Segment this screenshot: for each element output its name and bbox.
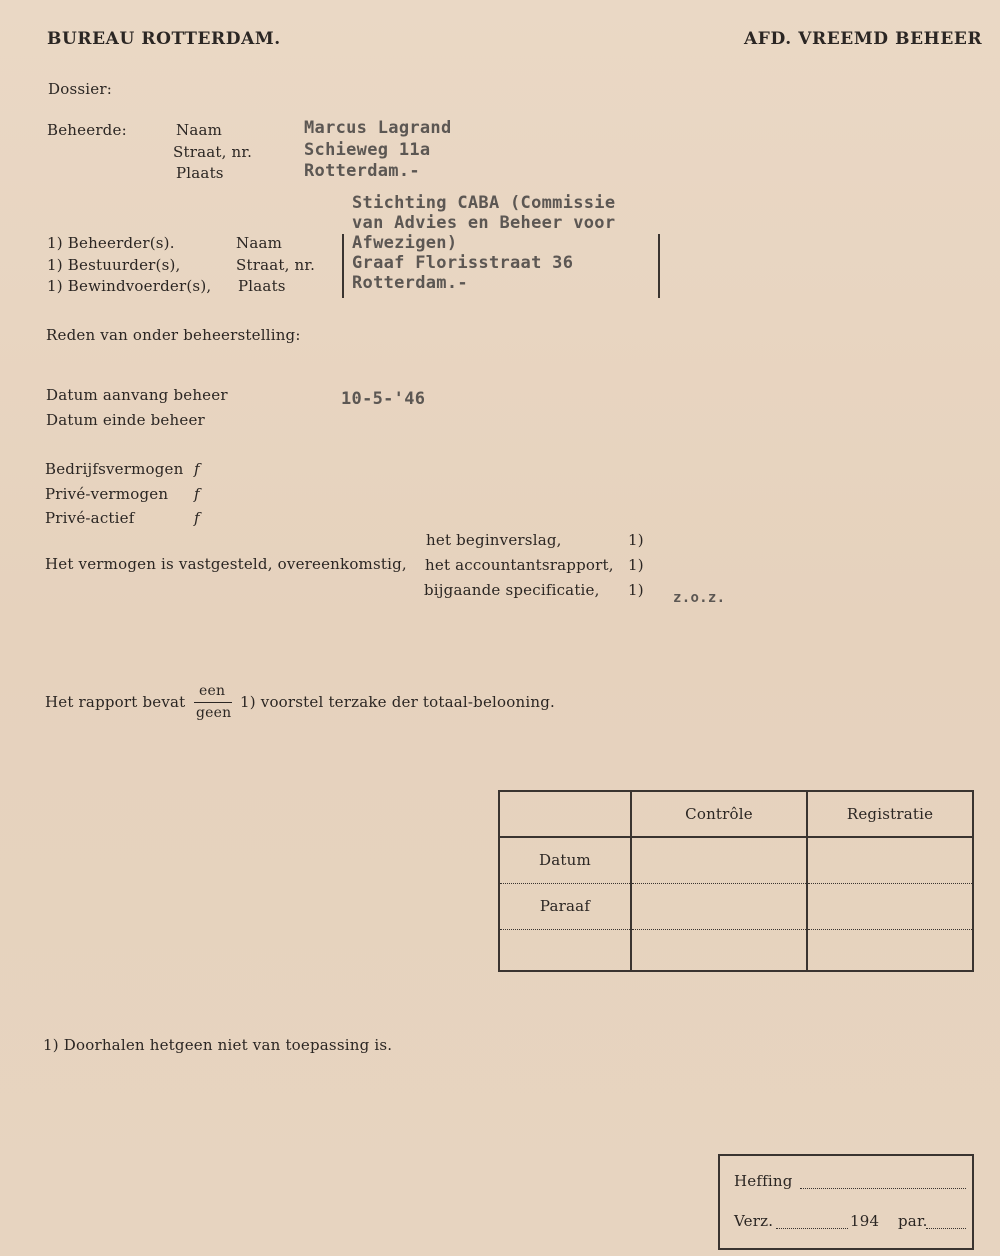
verz-year: 194 <box>850 1212 880 1230</box>
datum-einde-label: Datum einde beheer <box>46 411 205 429</box>
prive-actief-label: Privé-actief <box>45 509 135 527</box>
bedrijfsvermogen-currency: f <box>194 460 200 478</box>
table-cell-paraaf-controle[interactable] <box>631 883 807 929</box>
beheerder-field-plaats: Plaats <box>238 277 286 295</box>
heffing-label: Heffing <box>734 1172 793 1190</box>
table-cell-datum-controle[interactable] <box>631 837 807 883</box>
reden-label: Reden van onder beheerstelling: <box>46 326 301 344</box>
beheerder-value-line4: Graaf Florisstraat 36 <box>352 253 574 273</box>
vastgesteld-label: Het vermogen is vastgesteld, overeenkomstig, <box>45 555 407 573</box>
table-cell-datum-registratie[interactable] <box>807 837 973 883</box>
table-cell-paraaf-registratie[interactable] <box>807 883 973 929</box>
heffing-box <box>718 1154 974 1250</box>
par-label: par. <box>898 1212 928 1230</box>
rapport-een: een <box>199 683 226 699</box>
rapport-geen: geen <box>196 705 232 721</box>
table-row-empty-label <box>499 929 631 971</box>
prive-vermogen-currency: f <box>194 485 200 503</box>
beheerde-value-naam: Marcus Lagrand <box>304 118 452 138</box>
bracket-right <box>658 234 660 298</box>
role-beheerder: 1) Beheerder(s). <box>47 234 175 252</box>
datum-aanvang-value: 10-5-'46 <box>341 389 426 409</box>
beheerde-label: Beheerde: <box>47 121 127 139</box>
table-row-datum-label: Datum <box>499 837 631 883</box>
beheerder-value-line5: Rotterdam.- <box>352 273 468 293</box>
zoz-note: z.o.z. <box>673 590 726 606</box>
beheerder-value-line2: van Advies en Beheer voor <box>352 213 616 233</box>
rapport-after: 1) voorstel terzake der totaal-belooning. <box>240 693 555 711</box>
footnote: 1) Doorhalen hetgeen niet van toepassing is. <box>43 1036 393 1054</box>
dossier-label: Dossier: <box>48 80 112 98</box>
table-row <box>499 883 973 929</box>
beheerde-field-naam: Naam <box>176 121 223 139</box>
beheerder-value-line3: Afwezigen) <box>352 233 458 253</box>
option-specificatie: bijgaande specificatie, <box>424 581 600 599</box>
beheerde-value-straat: Schieweg 11a <box>304 140 431 160</box>
verz-label: Verz. <box>734 1212 774 1230</box>
header-office: BUREAU ROTTERDAM. <box>47 29 281 49</box>
option-beginverslag-marker: 1) <box>628 531 644 549</box>
beheerder-value-line1: Stichting CABA (Commissie <box>352 193 616 213</box>
option-specificatie-marker: 1) <box>628 581 644 599</box>
table-header-registratie: Registratie <box>807 791 973 837</box>
control-table <box>498 790 974 972</box>
prive-vermogen-label: Privé-vermogen <box>45 485 169 503</box>
option-accountantsrapport: het accountantsrapport, <box>425 556 614 574</box>
header-department: AFD. VREEMD BEHEER <box>744 29 983 49</box>
role-bestuurder: 1) Bestuurder(s), <box>47 256 181 274</box>
table-cell-empty-controle[interactable] <box>631 929 807 971</box>
heffing-line[interactable] <box>800 1188 966 1189</box>
datum-aanvang-label: Datum aanvang beheer <box>46 386 228 404</box>
beheerder-field-straat: Straat, nr. <box>236 256 316 274</box>
beheerde-field-straat: Straat, nr. <box>173 143 253 161</box>
table-header-controle: Contrôle <box>631 791 807 837</box>
fraction-line <box>194 702 232 703</box>
bracket-left <box>342 234 344 298</box>
prive-actief-currency: f <box>194 509 200 527</box>
role-bewindvoerder: 1) Bewindvoerder(s), <box>47 277 212 295</box>
option-accountantsrapport-marker: 1) <box>628 556 644 574</box>
table-row <box>499 837 973 883</box>
table-row <box>499 929 973 971</box>
beheerder-field-naam: Naam <box>236 234 283 252</box>
beheerde-field-plaats: Plaats <box>176 164 224 182</box>
beheerde-value-plaats: Rotterdam.- <box>304 161 420 181</box>
bedrijfsvermogen-label: Bedrijfsvermogen <box>45 460 184 478</box>
table-row-paraaf-label: Paraaf <box>499 883 631 929</box>
rapport-before: Het rapport bevat <box>45 693 186 711</box>
table-header-empty <box>499 791 631 837</box>
verz-line[interactable] <box>776 1228 848 1229</box>
option-beginverslag: het beginverslag, <box>426 531 562 549</box>
table-cell-empty-registratie[interactable] <box>807 929 973 971</box>
par-line[interactable] <box>926 1228 966 1229</box>
